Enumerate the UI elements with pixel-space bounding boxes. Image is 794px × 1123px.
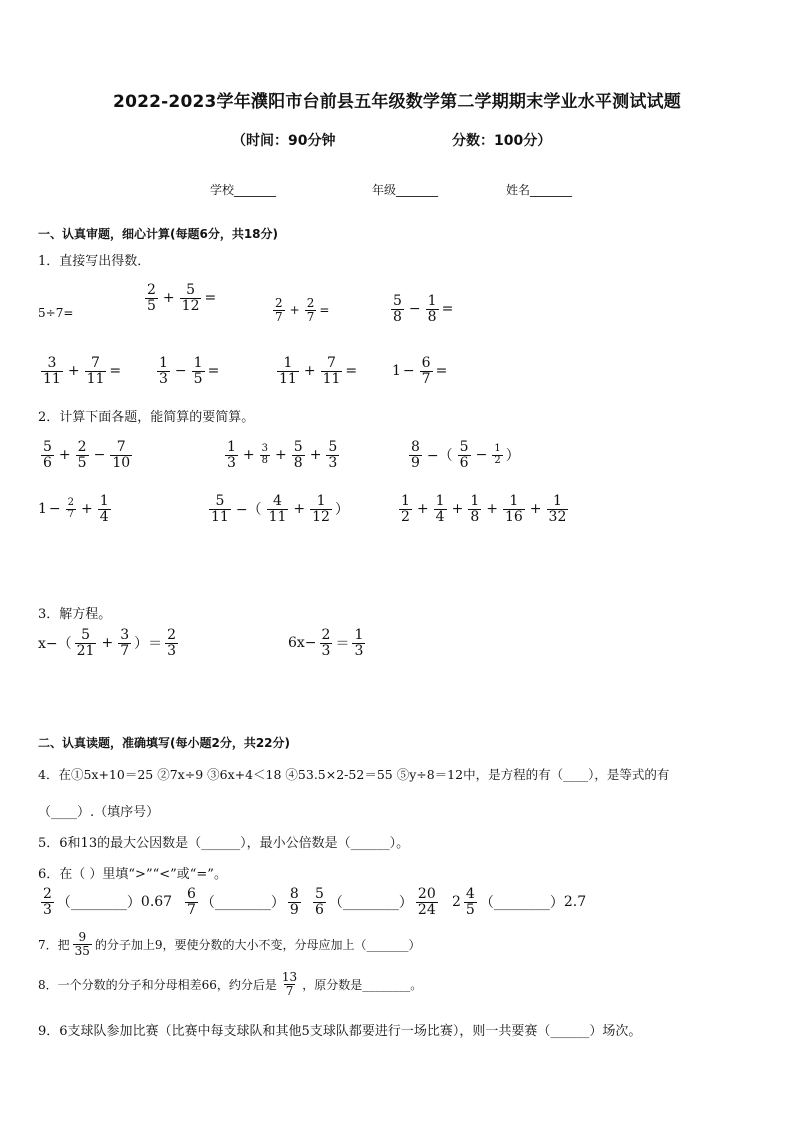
q6-compare-1: 2 3 （________） 0.67	[43, 886, 173, 918]
q1-item-5: 3 11 + $\frac{7}{11}$ =	[43, 355, 122, 387]
q2-item-3: 8 9 −（ 5 6 − $\frac{1}{2}$ ）	[411, 439, 520, 471]
section2-heading: 二、认真读题，准确填写(每小题2分，共22分)	[38, 736, 291, 750]
q3-label: 3．解方程。	[38, 607, 112, 622]
q2-label: 2．计算下面各题，能简算的要简算。	[38, 410, 255, 425]
q6-label: 6．在（ ）里填“>”“<”或“=”。	[38, 867, 227, 882]
q6-compare-2: 6 7 （________） 8 9	[187, 886, 299, 918]
q2-item-6: 1 2 + $\frac{1}{4}$ + $\frac{1}{8}$ + $\frac{1}{16}$ + $\frac{1}{32}$	[401, 493, 567, 525]
q2-item-1: 5 6 + $\frac{2}{5}$ − $\frac{7}{10}$	[43, 439, 131, 471]
q1-item-7: 1 11 + $\frac{7}{11}$ =	[279, 355, 358, 387]
q6-compare-4: 2 4 5 （________） 2.7	[452, 886, 587, 918]
q6-blank[interactable]: （________）	[200, 895, 285, 912]
page-title: 2022-2023学年濮阳市台前县五年级数学第二学期期末学业水平测试试题	[113, 92, 681, 112]
q6-blank[interactable]: （________）	[479, 895, 564, 912]
q6-blank[interactable]: （________）	[328, 895, 413, 912]
q7: 7．把 9 35 的分子加上9，要使分数的大小不变，分母应加上（_______）	[38, 930, 421, 958]
q5: 5．6和13的最大公因数是（______），最小公倍数是（______）。	[38, 836, 410, 851]
q6-compare-3: 5 6 （________） 20 24	[315, 886, 436, 918]
q1-item-4: 5 8 − $\frac{1}{8}$ =	[393, 293, 454, 325]
q2-item-2: 1 3 + $\frac{3}{8}$ + $\frac{5}{8}$ + $\frac{5}{3}$	[227, 439, 338, 471]
q1-item-6: 1 3 − $\frac{1}{5}$ =	[159, 355, 220, 387]
q3-item-1: x−（ 5 21 + $\frac{3}{7}$ ）＝ 2 3	[38, 627, 177, 659]
name-field: 姓名_______	[506, 183, 573, 197]
school-field: 学校_______	[210, 183, 277, 197]
q9: 9．6支球队参加比赛（比赛中每支球队和其他5支球队都要进行一场比赛），则一共要赛（______）场次。	[38, 1024, 642, 1039]
q1-item-3: 2 7 + $\frac{2}{7}$ =	[275, 296, 330, 324]
grade-field: 年级_______	[372, 183, 439, 197]
q2-item-5: 5 11 −（ 4 11 + $\frac{1}{12}$ ）	[211, 493, 349, 525]
q8: 8．一个分数的分子和分母相差66，约分后是 13 7 ，原分数是________。	[38, 970, 423, 998]
q2-item-4: 1 − $\frac{2}{7}$ + $\frac{1}{4}$	[38, 493, 109, 525]
q1-label: 1．直接写出得数．	[38, 254, 151, 269]
exam-score: 分数：100分）	[452, 133, 552, 149]
q4-line2: （____）.（填序号）	[38, 805, 160, 820]
q1-item-2: 2 5 + $\frac{5}{12}$ =	[147, 282, 217, 314]
q1-item-8: 1 − $\frac{6}{7}$ =	[392, 355, 448, 387]
section1-heading: 一、认真审题，细心计算(每题6分，共18分)	[38, 227, 279, 241]
q4-line1: 4．在①5x+10＝25 ②7x÷9 ③6x+4＜18 ④53.5×2-52＝55 ⑤y÷8＝12中，是方程的有（____），是等式的有	[38, 767, 670, 782]
q1-item-1: 5÷7=	[38, 306, 74, 320]
q3-item-2: 6x− $\frac{2}{3}$ ＝ 1 3	[288, 627, 364, 659]
exam-time: （时间：90分钟	[232, 133, 336, 149]
q6-blank[interactable]: （________）	[56, 895, 141, 912]
